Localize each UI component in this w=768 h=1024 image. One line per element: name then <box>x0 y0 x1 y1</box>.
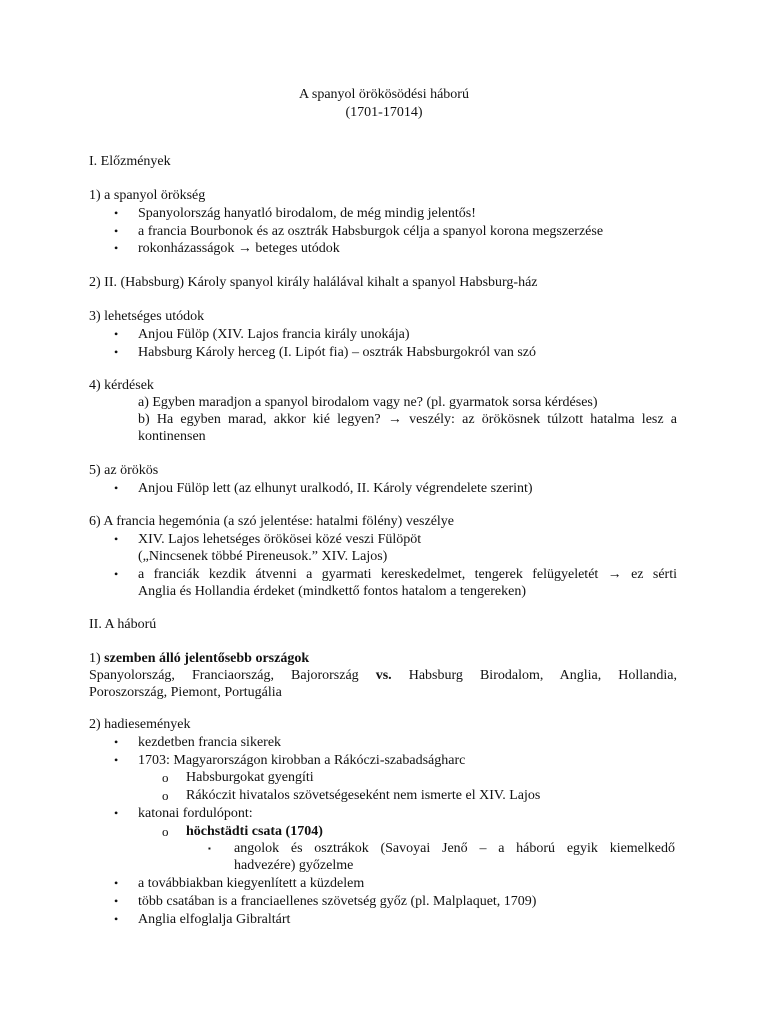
question-b-line1: b) Ha egyben marad, akkor kié legyen? → veszély: az örökösnek túlzott hatalma lesz a <box>138 412 677 427</box>
point-3-heading: 3) lehetséges utódok <box>89 309 205 324</box>
list-item: a franciák kezdik átvenni a gyarmati kereskedelmet, tengerek felügyeletét → ez sérti <box>138 567 677 582</box>
list-item: XIV. Lajos lehetséges örökösei közé veszi Fülöpöt <box>138 532 422 547</box>
question-b-line2: kontinensen <box>138 429 206 444</box>
bullet-icon: • <box>114 481 119 495</box>
point-4-heading: 4) kérdések <box>89 378 154 393</box>
bullet-icon: • <box>114 876 119 890</box>
countries-line-1 <box>89 667 677 684</box>
square-bullet-icon: ▪ <box>208 844 211 853</box>
list-item: Anjou Fülöp (XIV. Lajos francia király unokája) <box>138 327 410 342</box>
alliance-french: Spanyolország, Franciaország, Bajorország <box>89 668 376 683</box>
bullet-icon: • <box>114 224 119 238</box>
sub-list-item-battle: höchstädti csata (1704) <box>186 824 323 839</box>
bullet-icon: • <box>114 241 119 255</box>
document-subtitle: (1701-17014) <box>345 105 423 120</box>
sub-sub-list-item: angolok és osztrákok (Savoyai Jenő – a háború egyik kiemelkedő <box>234 841 675 856</box>
bullet-icon: • <box>114 806 119 820</box>
sub-bullet-icon: o <box>162 788 169 803</box>
list-item: Anjou Fülöp lett (az elhunyt uralkodó, II. Károly végrendelete szerint) <box>138 481 533 496</box>
list-item: kezdetben francia sikerek <box>138 735 282 750</box>
war-point-1-heading <box>89 650 309 667</box>
bullet-icon: • <box>114 894 119 908</box>
list-item: Anglia elfoglalja Gibraltárt <box>138 912 291 927</box>
war-point-2-heading: 2) hadiesemények <box>89 717 191 732</box>
bullet-icon: • <box>114 345 119 359</box>
sub-sub-list-item-continuation: hadvezére) győzelme <box>234 858 354 873</box>
sub-bullet-icon: o <box>162 770 169 785</box>
point-2-heading: 2) II. (Habsburg) Károly spanyol király halálával kihalt a spanyol Habsburg-ház <box>89 275 538 290</box>
war-point-1-title: szemben álló jelentősebb országok <box>104 651 310 666</box>
list-item: rokonházasságok → beteges utódok <box>138 241 340 256</box>
alliance-habsburg: Habsburg Birodalom, Anglia, Hollandia, <box>391 668 677 683</box>
bullet-icon: • <box>114 753 119 767</box>
question-a: a) Egyben maradjon a spanyol birodalom vagy ne? (pl. gyarmatok sorsa kérdéses) <box>138 395 598 410</box>
point-6-heading: 6) A francia hegemónia (a szó jelentése: hatalmi fölény) veszélye <box>89 514 455 529</box>
list-item: katonai fordulópont: <box>138 806 253 821</box>
section-heading-1: I. Előzmények <box>89 154 171 169</box>
sub-list-item: Rákóczit hivatalos szövetségeseként nem ismerte el XIV. Lajos <box>186 788 541 803</box>
bullet-icon: • <box>114 735 119 749</box>
list-item: Habsburg Károly herceg (I. Lipót fia) – osztrák Habsburgokról van szó <box>138 345 536 360</box>
war-point-1-number: 1) <box>89 651 105 666</box>
section-heading-2: II. A háború <box>89 617 157 632</box>
bullet-icon: • <box>114 532 119 546</box>
sub-list-item: Habsburgokat gyengíti <box>186 770 314 785</box>
list-item: a francia Bourbonok és az osztrák Habsburgok célja a spanyol korona megszerzése <box>138 224 604 239</box>
list-item: több csatában is a franciaellenes szövetség győz (pl. Malplaquet, 1709) <box>138 894 537 909</box>
countries-line-2: Poroszország, Piemont, Portugália <box>89 685 282 700</box>
point-5-heading: 5) az örökös <box>89 463 159 478</box>
document-title: A spanyol örökösödési háború <box>299 87 469 102</box>
list-item-continuation: („Nincsenek többé Pireneusok.” XIV. Lajos) <box>138 549 388 564</box>
bullet-icon: • <box>114 206 119 220</box>
bullet-icon: • <box>114 327 119 341</box>
list-item: a továbbiakban kiegyenlített a küzdelem <box>138 876 365 891</box>
sub-bullet-icon: o <box>162 824 169 839</box>
list-item-continuation: Anglia és Hollandia érdeket (mindkettő fontos hatalom a tengereken) <box>138 584 526 599</box>
list-item: 1703: Magyarországon kirobban a Rákóczi-szabadságharc <box>138 753 466 768</box>
list-item: Spanyolország hanyatló birodalom, de még mindig jelentős! <box>138 206 476 221</box>
point-1-heading: 1) a spanyol örökség <box>89 188 206 203</box>
versus-label: vs. <box>375 668 392 683</box>
bullet-icon: • <box>114 567 119 581</box>
bullet-icon: • <box>114 912 119 926</box>
